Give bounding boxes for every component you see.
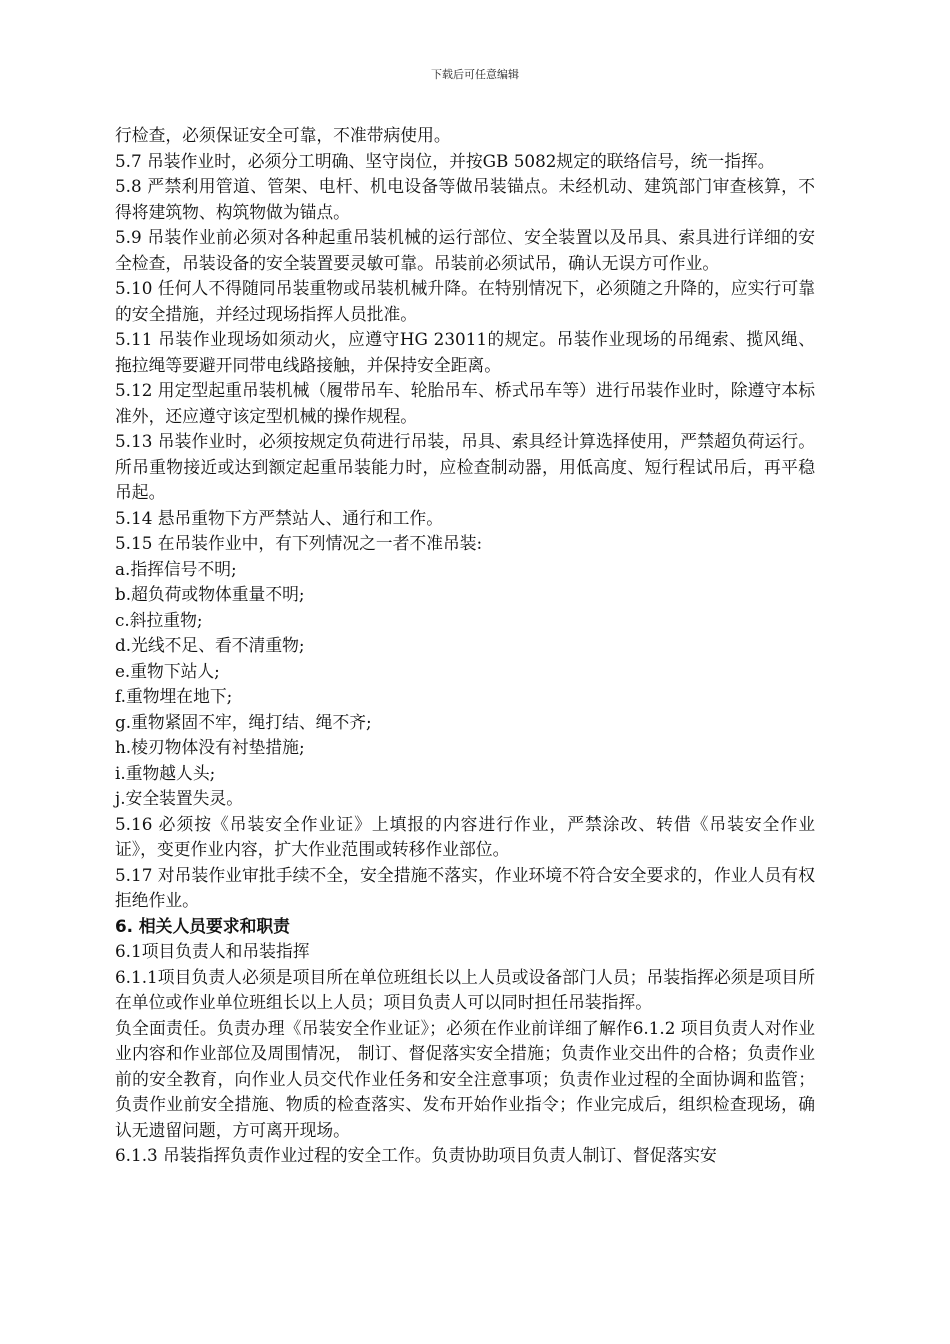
list-item: c.斜拉重物;: [115, 609, 203, 630]
list-item: d.光线不足、看不清重物;: [115, 635, 305, 655]
paragraph: 5.8 严禁利用管道、管架、电杆、机电设备等做吊装锚点。未经机动、建筑部门审查核算，不得将建筑物、构筑物做为锚点。: [115, 176, 815, 222]
list-item: e.重物下站人;: [115, 660, 220, 681]
paragraph-6-1-1: [115, 965, 815, 1038]
list-item: f.重物埋在地下;: [115, 686, 233, 706]
paragraph: 5.11 吊装作业现场如须动火，应遵守HG 23011的规定。吊装作业现场的吊绳索、揽风绳、拖拉绳等要避开同带电线路接触，并保持安全距离。: [115, 329, 815, 375]
paragraph: 5.16 必须按《吊装安全作业证》上填报的内容进行作业，严禁涂改、转借《吊装安全作业证》，变更作业内容，扩大作业范围或转移作业部位。: [115, 813, 815, 859]
section-heading: 6. 相关人员要求和职责: [115, 915, 290, 936]
list-item: j.安全装置失灵。: [115, 788, 244, 808]
sub-heading: 6.1项目负责人和吊装指挥: [115, 941, 310, 961]
paragraph: 5.9 吊装作业前必须对各种起重吊装机械的运行部位、安全装置以及吊具、索具进行详细的安全检查，吊装设备的安全装置要灵敏可靠。吊装前必须试吊，确认无误方可作业。: [115, 227, 815, 273]
page-header: 下载后可任意编辑: [431, 68, 519, 81]
paragraph-6-1-2: 负全面责任。负责办理《吊装安全作业证》；必须在作业前详细了解作业内容和作业部位及周围情况， 制订、督促落实安全措施；负责作业交出件的合格；负责作业前的安全教育，向作业人员交代作业任务和安全注意事项；负责作业过程的全面协调和监管；负责作业前安全措施、物质的检查落实、发布开始作业指令；作业完成后，组织检查现场，确认无遗留问题，方可离开现场。: [115, 1017, 815, 1140]
paragraph: 5.10 任何人不得随同吊装重物或吊装机械升降。在特别情况下，必须随之升降的，应实行可靠的安全措施，并经过现场指挥人员批准。: [115, 278, 815, 324]
paragraph: 5.17 对吊装作业审批手续不全，安全措施不落实，作业环境不符合安全要求的，作业人员有权拒绝作业。: [115, 864, 815, 910]
document-body: [115, 123, 815, 1169]
list-item: h.棱刃物体没有衬垫措施;: [115, 737, 305, 757]
paragraph: 5.15 在吊装作业中，有下列情况之一者不准吊装:: [115, 533, 483, 553]
paragraph-6-1-3: 6.1.3 吊装指挥负责作业过程的安全工作。负责协助项目负责人制订、督促落实安: [115, 1145, 717, 1165]
list-item: a.指挥信号不明;: [115, 558, 237, 579]
list-item: i.重物越人头;: [115, 762, 216, 783]
paragraph-6-1-2-lead: 6.1.2 项目负责人对作业: [632, 1017, 815, 1038]
list-item: b.超负荷或物体重量不明;: [115, 584, 305, 604]
paragraph: 5.7 吊装作业时，必须分工明确、坚守岗位，并按GB 5082规定的联络信号，统一指挥。: [115, 150, 775, 171]
paragraph-6-1-1-text: 6.1.1项目负责人必须是项目所在单位班组长以上人员或设备部门人员；吊装指挥必须是项目所在单位或作业单位班组长以上人员；项目负责人可以同时担任吊装指挥。: [115, 966, 815, 1012]
paragraph: 行检查，必须保证安全可靠，不准带病使用。: [115, 125, 451, 145]
paragraph: 5.12 用定型起重吊装机械（履带吊车、轮胎吊车、桥式吊车等）进行吊装作业时，除遵守本标准外，还应遵守该定型机械的操作规程。: [115, 380, 815, 426]
paragraph: 5.13 吊装作业时，必须按规定负荷进行吊装，吊具、索具经计算选择使用，严禁超负荷运行。所吊重物接近或达到额定起重吊装能力时，应检查制动器，用低高度、短行程试吊后，再平稳吊起。: [115, 431, 815, 502]
paragraph: 5.14 悬吊重物下方严禁站人、通行和工作。: [115, 507, 443, 528]
list-item: g.重物紧固不牢，绳打结、绳不齐;: [115, 711, 372, 732]
